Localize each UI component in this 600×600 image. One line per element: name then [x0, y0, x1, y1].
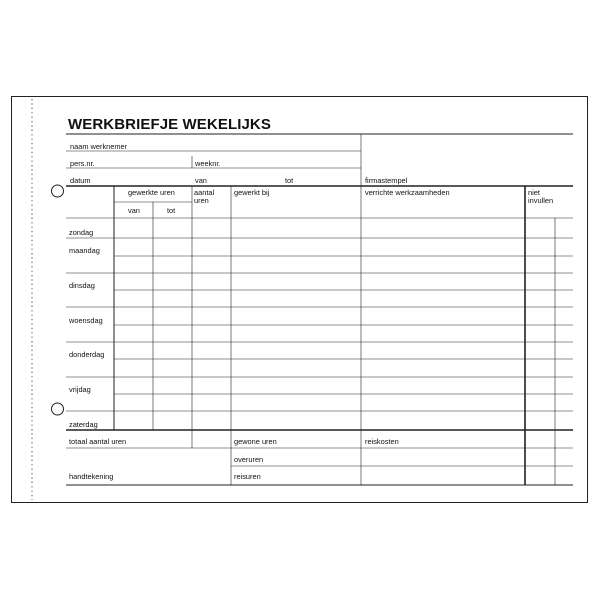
binder-hole-bottom: [52, 403, 64, 415]
col-header-uren: uren: [194, 196, 209, 205]
form-title: WERKBRIEFJE WEKELIJKS: [68, 116, 271, 133]
col-header-gewerkte-uren: gewerkte uren: [128, 188, 175, 197]
col-header-tot: tot: [167, 206, 176, 215]
col-header-aantal: aantal: [194, 188, 215, 197]
label-naam-werknemer: naam werknemer: [70, 142, 128, 151]
day-label-woensdag: woensdag: [69, 316, 103, 325]
col-header-gewerkt-bij: gewerkt bij: [234, 188, 270, 197]
day-label-zondag: zondag: [69, 228, 94, 237]
day-label-donderdag: donderdag: [69, 350, 105, 359]
label-totaal-aantal-uren: totaal aantal uren: [69, 437, 127, 446]
day-label-zaterdag: zaterdag: [69, 420, 98, 429]
label-overuren: overuren: [234, 455, 264, 464]
label-reiskosten: reiskosten: [365, 437, 399, 446]
day-label-maandag: maandag: [69, 246, 100, 255]
day-label-dinsdag: dinsdag: [69, 281, 95, 290]
col-header-van: van: [128, 206, 140, 215]
day-label-vrijdag: vrijdag: [69, 385, 91, 394]
label-tot: tot: [285, 176, 294, 185]
label-reisuren: reisuren: [234, 472, 261, 481]
label-weeknr: weeknr.: [195, 159, 221, 168]
label-pers-nr: pers.nr.: [70, 159, 95, 168]
col-header-invullen: invullen: [528, 196, 554, 205]
label-van: van: [195, 176, 207, 185]
col-header-verrichte-werkzaamheden: verrichte werkzaamheden: [365, 188, 450, 197]
col-header-niet: niet: [528, 188, 540, 197]
label-firmastempel: firmastempel: [365, 176, 408, 185]
label-gewone-uren: gewone uren: [234, 437, 277, 446]
label-datum: datum: [70, 176, 91, 185]
label-handtekening: handtekening: [69, 472, 114, 481]
binder-hole-top: [52, 185, 64, 197]
